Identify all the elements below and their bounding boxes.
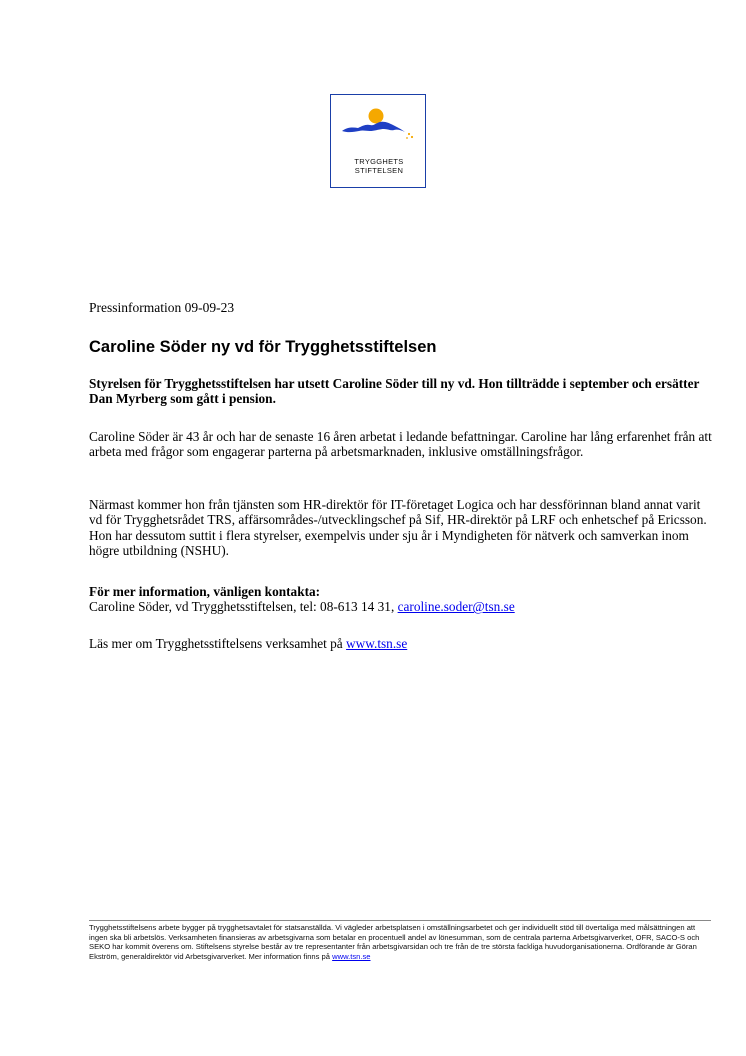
contact-email-link[interactable]: caroline.soder@tsn.se [397, 599, 515, 615]
footer-divider [89, 920, 711, 921]
contact-details: Caroline Söder, vd Trygghetsstiftelsen, tel: 08-613 14 31, [89, 599, 398, 615]
logo-text-line2: STIFTELSEN [354, 166, 404, 175]
footer-website-link[interactable]: www.tsn.se [332, 951, 371, 961]
more-info [89, 636, 714, 651]
logo-dot-icon [411, 136, 413, 138]
logo-dot-icon [408, 133, 410, 135]
logo [330, 94, 426, 188]
logo-dot-icon [406, 137, 408, 139]
website-link[interactable]: www.tsn.se [346, 636, 408, 651]
logo-text-line1: TRYGGHETS [354, 157, 404, 166]
contact-block [89, 584, 714, 615]
logo-sun-wave-icon [339, 105, 419, 145]
footer-body: Trygghetsstiftelsens arbete bygger på trygghetsavtalet för statsanställda. Vi vägleder arbetsplatsen i omställningsarbetet och ger individuellt stöd till övertaliga med målsättningen att ingen ska bli arbetslös. Verksamheten finansieras av arbetsgivarna som betalar en procentuell andel av lönesumman, som de centrala parterna Arbetsgivarverket, OFR, SACO-S och SEKO har kommit överens om. Stiftelsens styrelse består av tre representanter från arbetsgivarsidan och tre från de tre största fackliga huvudorganisationerna. Ordförande är Göran Ekström, generaldirektör vid Arbetsgivarverket. Mer information finns på [89, 923, 700, 961]
press-label: Pressinformation 09-09-23 [89, 300, 235, 315]
body-paragraph-1: Caroline Söder är 43 år och har de senaste 16 åren arbetat i ledande befattningar. Caroline har lång erfarenhet från att arbeta med frågor som engagerar parterna på arbetsmarknaden, inklusive omställningsfrågor. [89, 429, 712, 460]
headline: Caroline Söder ny vd för Trygghetsstiftelsen [89, 338, 437, 356]
body-paragraph-2: Närmast kommer hon från tjänsten som HR-direktör för IT-företaget Logica och har dessförinnan bland annat varit vd för Trygghetsrådet TRS, affärsområdes-/utvecklingschef på Sif, HR-direktör på LRF och enhetschef på Ericsson. Hon har dessutom suttit i flera styrelser, exempelvis under sju år i Myndigheten för nätverk och samverkan inom högre utbildning (NSHU). [89, 497, 707, 559]
logo-wave-icon [342, 122, 405, 132]
lead-paragraph: Styrelsen för Trygghetsstiftelsen har utsett Caroline Söder till ny vd. Hon tillträdde i september och ersätter Dan Myrberg som gått i pension. [89, 376, 700, 407]
logo-sun-icon [369, 109, 384, 124]
footer-text [89, 923, 714, 961]
more-info-text: Läs mer om Trygghetsstiftelsens verksamhet på [89, 636, 347, 651]
contact-heading: För mer information, vänligen kontakta: [89, 584, 321, 599]
